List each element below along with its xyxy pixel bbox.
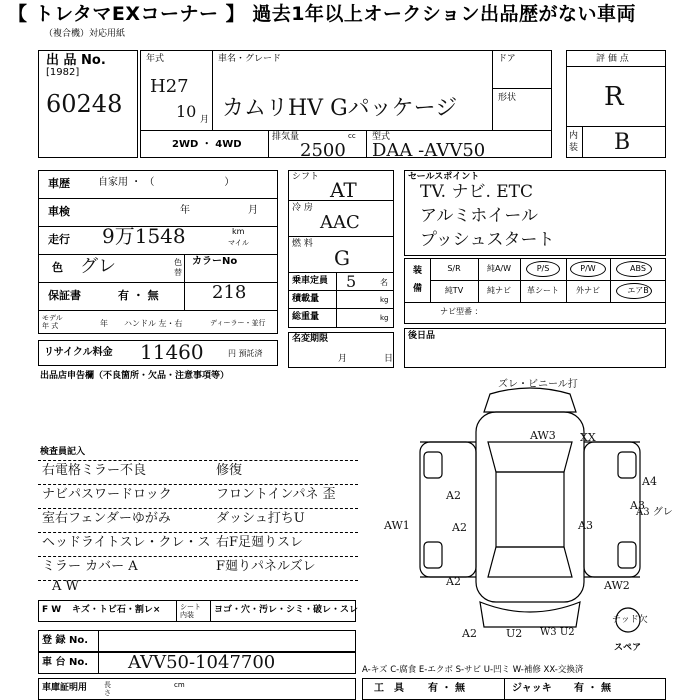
color-side-label: 色替: [174, 258, 182, 277]
displacement-unit: cc: [348, 132, 356, 140]
seller-notes-label: 出品店申告欄（不良箇所・欠品・注意事項等）: [40, 371, 230, 381]
damage-mark: AW3: [530, 429, 556, 442]
history-value: 自家用 ・ （ ）: [98, 177, 235, 188]
capacity-label: 乗車定員: [292, 276, 329, 286]
equip-alloy-wheel: 純A/W: [486, 264, 512, 273]
equip-tv: 純TV: [444, 286, 464, 295]
equip-circle: [570, 261, 606, 277]
cert-cm: cm: [174, 681, 185, 689]
capacity-value: 5: [346, 272, 357, 291]
navi-type-label: ナビ型番 ：: [440, 307, 483, 316]
lot-label: 出 品 No.: [46, 53, 106, 68]
shape-label: 形状: [498, 93, 517, 103]
load-unit: kg: [380, 296, 389, 304]
damage-mark: W3 U2: [540, 627, 575, 638]
chassis-label: 車 台 No.: [42, 657, 89, 668]
fw-items: キズ・トビ石・割レ×: [72, 605, 161, 615]
inspector-right-line: 修復: [216, 463, 243, 478]
damage-mark: A2: [446, 489, 461, 502]
inspector-left-line: 室右フェンダーゆがみ: [42, 511, 171, 526]
damage-mark: A2: [452, 521, 467, 534]
aircon-label: 冷 房: [292, 203, 313, 213]
fuel-label: 燃 料: [292, 239, 313, 249]
inspector-left-line: ミラー カバー A: [42, 559, 138, 574]
mileage-unit-mile: マイル: [228, 239, 249, 247]
damage-mark: A4: [642, 475, 657, 488]
score-label: 評 価 点: [596, 54, 629, 64]
name-label: 車名・グレード: [218, 54, 282, 64]
equip-navi: 純ナビ: [487, 286, 511, 295]
damage-mark: チッド欠: [612, 615, 648, 625]
dealer-label: ディーラー・並行: [210, 319, 266, 327]
seat-label: シート 内装: [180, 603, 201, 619]
mileage-unit-km: km: [232, 227, 245, 236]
sales-points-label: セールスポイント: [408, 172, 480, 182]
registration-label: 登 録 No.: [42, 635, 89, 646]
inspection-year-label: 年: [180, 205, 190, 216]
inspector-right-line: 右F足廻りスレ: [216, 535, 304, 550]
color-no-value: 218: [212, 282, 247, 303]
displacement-value: 2500: [300, 140, 346, 161]
inspector-label: 検査員記入: [40, 447, 86, 457]
load-label: 積載量: [292, 294, 320, 304]
equip-circle: [616, 261, 652, 277]
gross-label: 総重量: [292, 312, 320, 322]
shift-label: シフト: [292, 172, 320, 182]
displacement-label: 排気量: [272, 132, 300, 142]
damage-mark: A2: [462, 627, 477, 640]
legend: A-キズ C-腐食 E-エクボ S-サビ U-凹ミ W-補修 XX-交換済: [362, 665, 584, 675]
inspector-left-line: ヘッドライトスレ・クレ・ス: [42, 535, 211, 550]
diagram-spare-label: スペア: [614, 643, 642, 653]
modification-day: 日: [384, 354, 394, 364]
color-no-label: カラーNo: [192, 256, 238, 267]
damage-mark: A3: [578, 519, 593, 532]
year-era: H27: [150, 76, 189, 97]
equip-circle: [526, 261, 560, 277]
modification-month: 月: [338, 354, 348, 364]
model-year-label: モデル 年 式: [42, 314, 63, 330]
inspection-label: 車検: [48, 205, 70, 218]
damage-mark: A3 グレ: [636, 507, 673, 518]
equip-circle: [616, 283, 652, 299]
recycle-value: 11460: [140, 340, 204, 364]
score-value: R: [604, 82, 624, 112]
model-value: DAA -AVV50: [372, 140, 486, 161]
equip-power-steering: P/S: [536, 264, 550, 273]
equip-power-window: P/W: [580, 264, 596, 273]
door-label: ドア: [498, 54, 516, 64]
inspector-right-line: フロントインパネ 歪: [216, 487, 336, 502]
color-value: グレ: [80, 256, 116, 277]
header-note: （複合機）対応用紙: [44, 29, 126, 39]
equipment-side-label: 装 備: [413, 266, 423, 294]
model-label: 型式: [372, 132, 391, 142]
damage-mark: A2: [446, 575, 461, 588]
year-month-label: 月: [200, 115, 210, 125]
year-label: 年式: [146, 54, 165, 64]
sales-point-line: アルミホイール: [420, 206, 538, 226]
diagram-top-note: ズレ・ビニール打: [498, 379, 578, 390]
gross-unit: kg: [380, 314, 389, 322]
equip-external-navi: 外ナビ: [576, 286, 600, 295]
banner-title: 【 トレタマEXコーナー 】 過去1年以上オークション出品歴がない車両: [8, 3, 637, 25]
lot-small-number: [1982]: [46, 67, 80, 78]
inspector-right-line: F廻りパネルズレ: [216, 559, 316, 574]
tools-label: 工 具: [374, 683, 404, 694]
damage-mark: U2: [506, 627, 523, 640]
fw-label: F W: [42, 605, 62, 615]
equip-airbag: エアB: [627, 286, 649, 295]
jack-value: 有 ・ 無: [574, 683, 611, 694]
inspector-left-line: ナビパスワードロック: [42, 487, 172, 502]
handle-label: 年 ハンドル 左・右: [100, 319, 183, 328]
later-date-label: 後日品: [408, 331, 436, 341]
interior-label: 内装: [569, 131, 579, 153]
cert-length-label: 長さ: [104, 681, 111, 697]
inspection-month-label: 月: [248, 205, 258, 216]
fuel-value: G: [334, 246, 350, 270]
year-month: 10: [176, 102, 197, 121]
mileage-label: 走行: [48, 233, 70, 246]
equip-leather-seat: 革シート: [527, 286, 559, 295]
aircon-value: AAC: [320, 212, 360, 233]
equip-sunroof: S/R: [447, 264, 461, 273]
interior-value: B: [614, 130, 631, 155]
lot-number: 60248: [46, 90, 123, 118]
chassis-value: AVV50-1047700: [128, 652, 276, 673]
inspector-left-line: 右電格ミラー不良: [42, 463, 147, 478]
recycle-unit: 円 預託済: [228, 349, 263, 358]
mileage-value: 9万1548: [102, 224, 186, 248]
damage-mark: AW2: [604, 579, 630, 592]
recycle-label: リサイクル料金: [44, 347, 113, 358]
seat-items: ヨゴ・穴・汚レ・シミ・破レ・スレ: [214, 605, 359, 615]
later-date-box: [404, 328, 666, 368]
inspector-right-line: ダッシュ打ちU: [216, 511, 305, 526]
inspector-left-line: A W: [52, 579, 79, 594]
color-label: 色: [52, 261, 63, 274]
sales-point-line: TV. ナビ. ETC: [420, 182, 534, 202]
capacity-unit: 名: [380, 278, 388, 287]
jack-label: ジャッキ: [512, 683, 552, 694]
damage-mark: A3: [630, 499, 645, 512]
warranty-value: 有 ・ 無: [118, 289, 159, 302]
cert-label: 車庫証明用: [42, 683, 88, 693]
car-name: カムリHV Gパッケージ: [222, 96, 458, 121]
damage-mark: XX: [580, 431, 596, 444]
shift-value: AT: [330, 178, 357, 202]
warranty-label: 保証書: [48, 289, 81, 302]
equip-abs: ABS: [630, 264, 646, 273]
damage-mark: AW1: [384, 519, 410, 532]
history-label: 車歴: [48, 177, 70, 190]
drive-label: 2WD ・ 4WD: [172, 139, 242, 150]
modification-label: 名変期限: [292, 334, 329, 344]
tools-value: 有 ・ 無: [428, 683, 465, 694]
sales-point-line: プッシュスタート: [420, 230, 555, 250]
